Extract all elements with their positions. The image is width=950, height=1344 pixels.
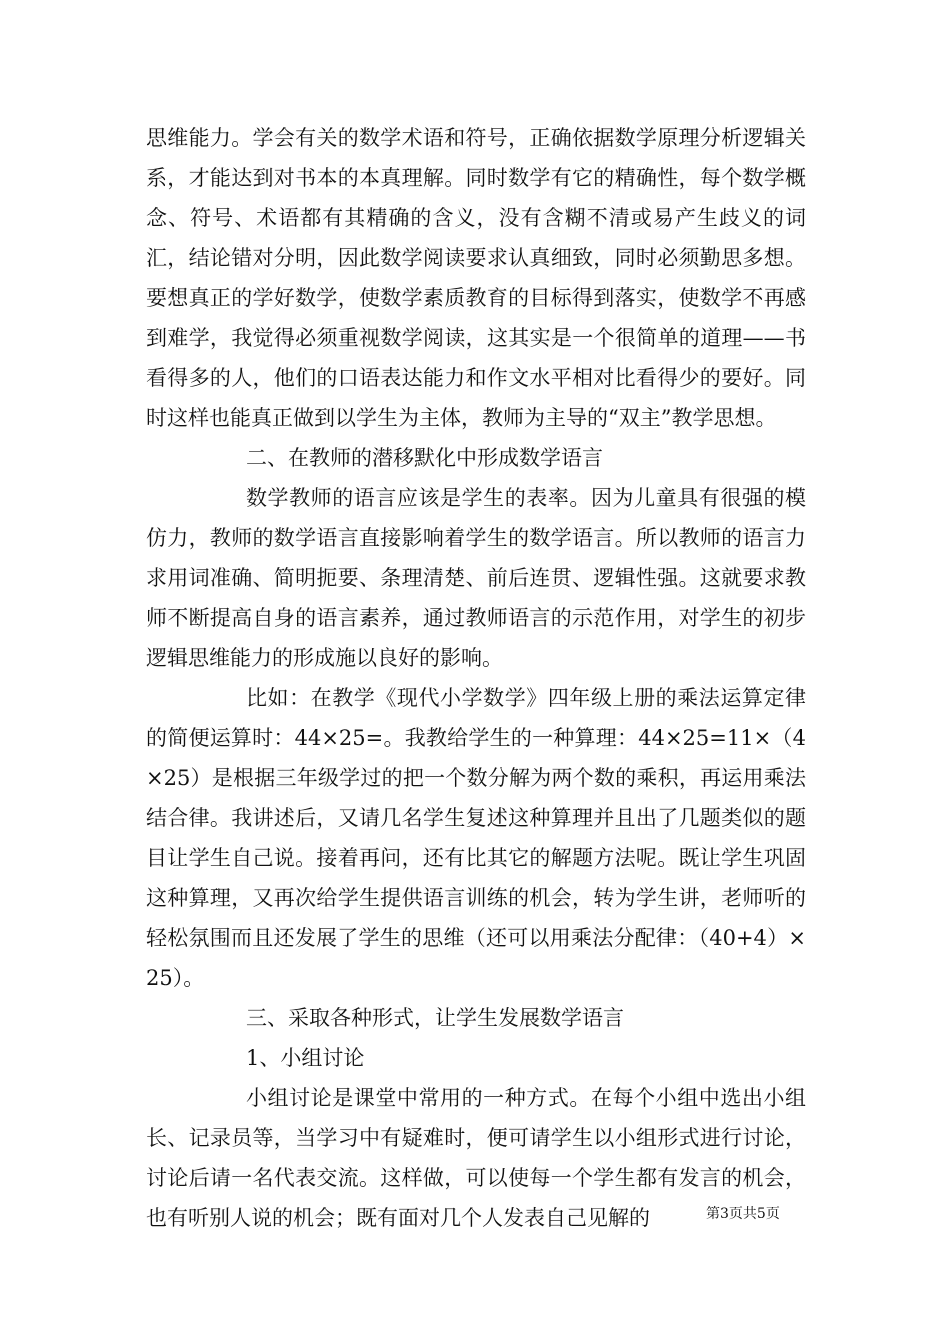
subsection-heading-1: 1、小组讨论 <box>246 1046 365 1070</box>
paragraph-continued: 思维能力。学会有关的数学术语和符号，正确依据数学原理分析逻辑关系，才能达到对书本的本真理解。同时数学有它的精确性，每个数学概念、符号、术语都有其精确的含义，没有含糊不清或易产生歧义的词汇，结论错对分明，因此数学阅读要求认真细致，同时必须勤思多想。要想真正的学好数学，使数学素质教育的目标得到落实，使数学不再感到难学，我觉得必须重视数学阅读，这其实是一个很简单的道理——书看得多的人，他们的口语表达能力和作文水平相对比看得少的要好。同时这样也能真正做到以学生为主体，教师为主导的“双主”教学思想。 <box>146 126 806 430</box>
page-number: 第3页共5页 <box>706 1206 780 1222</box>
paragraph-group-discussion: 小组讨论是课堂中常用的一种方式。在每个小组中选出小组长、记录员等，当学习中有疑难时，便可请学生以小组形式进行讨论，讨论后请一名代表交流。这样做，可以使每一个学生都有发言的机会，也有听别人说的机会；既有面对几个人发表自己见解的 <box>146 1086 806 1230</box>
section-heading-3: 三、采取各种形式，让学生发展数学语言 <box>246 1006 624 1030</box>
document-body <box>146 118 806 1238</box>
paragraph-teacher-language: 数学教师的语言应该是学生的表率。因为儿童具有很强的模仿力，教师的数学语言直接影响着学生的数学语言。所以教师的语言力求用词准确、简明扼要、条理清楚、前后连贯、逻辑性强。这就要求教师不断提高自身的语言素养，通过教师语言的示范作用，对学生的初步逻辑思维能力的形成施以良好的影响。 <box>146 486 806 670</box>
paragraph-example: 比如：在教学《现代小学数学》四年级上册的乘法运算定律的简便运算时：44×25=。我教给学生的一种算理：44×25=11×（4×25）是根据三年级学过的把一个数分解为两个数的乘积，再运用乘法结合律。我讲述后，又请几名学生复述这种算理并且出了几题类似的题目让学生自己说。接着再问，还有比其它的解题方法呢。既让学生巩固这种算理，又再次给学生提供语言训练的机会，转为学生讲，老师听的轻松氛围而且还发展了学生的思维（还可以用乘法分配律：（40+4）×25）。 <box>146 686 806 990</box>
section-heading-2: 二、在教师的潜移默化中形成数学语言 <box>246 446 603 470</box>
